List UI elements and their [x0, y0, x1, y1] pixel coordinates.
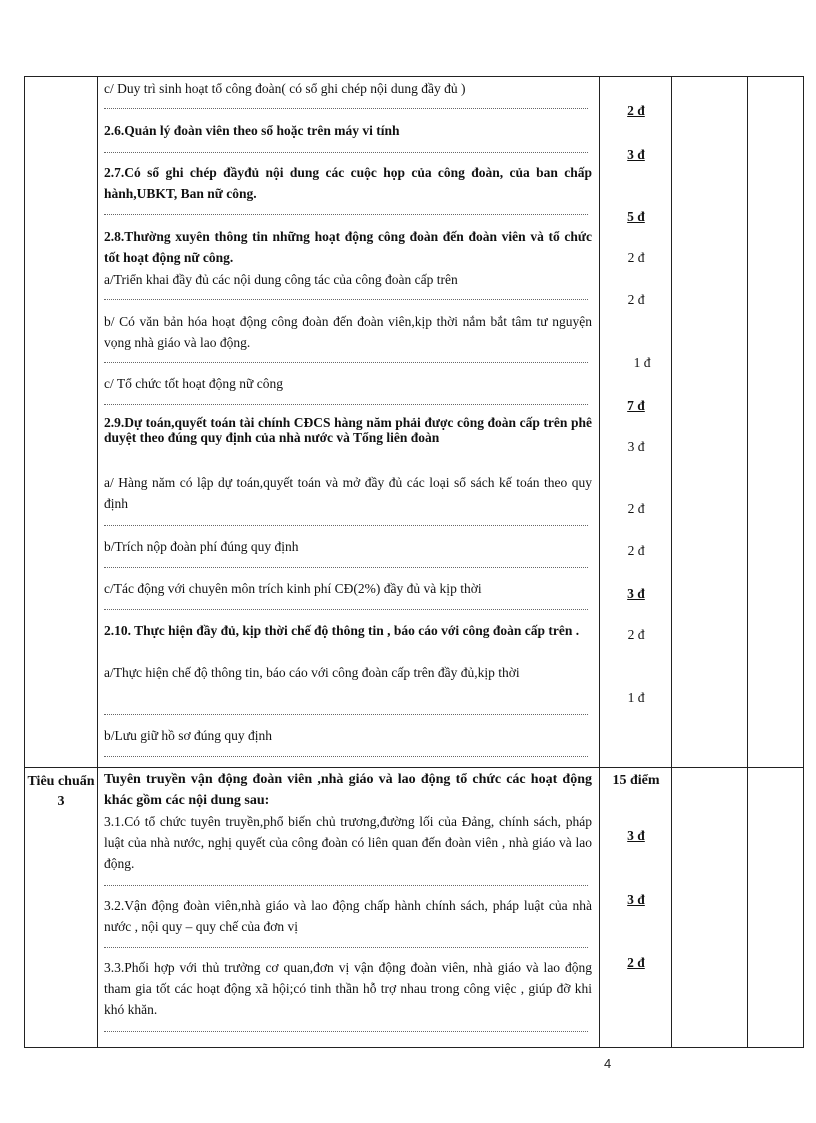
item-2-9-c: c/Tác động với chuyên môn trích kinh phí CĐ(2%) đầy đủ và kịp thời [104, 581, 482, 596]
dotted-divider [104, 214, 588, 215]
score-2-8-c: 1 đ [633, 355, 651, 370]
item-2-10: 2.10. Thực hiện đầy đủ, kịp thời chế độ thông tin , báo cáo với công đoàn cấp trên . [104, 623, 580, 638]
table-row [25, 768, 804, 1048]
dotted-divider [104, 404, 588, 405]
criterion-label-cell [25, 77, 98, 768]
score-2-10-a: 2 đ [627, 627, 645, 642]
dotted-divider [104, 108, 588, 109]
score-3-2: 3 đ [627, 892, 645, 907]
score-2-10: 3 đ [627, 586, 645, 601]
item-2-8-c: c/ Tổ chức tốt hoạt động nữ công [104, 376, 283, 391]
evaluation-table [24, 76, 804, 1048]
score-3-1: 3 đ [627, 828, 645, 843]
dotted-divider [104, 525, 588, 526]
empty-cell [748, 768, 804, 1048]
item-2-10-b: b/Lưu giữ hồ sơ đúng quy định [104, 728, 273, 743]
item-3-1: 3.1.Có tổ chức tuyên truyền,phổ biến chủ trương,đường lối của Đảng, chính sách, pháp luật của nhà nước, nghị quyết của công đoàn có liên quan đến đoàn viên , nhà giáo và lao động. [104, 814, 592, 871]
score-cell [600, 768, 672, 1048]
score-2-9-c: 2 đ [627, 543, 645, 558]
empty-cell [672, 768, 748, 1048]
item-2-7: 2.7.Có sổ ghi chép đầyđủ nội dung các cuộc họp của công đoàn, của ban chấp hành,UBKT, Ban nữ công. [104, 165, 592, 201]
score-2-9: 7 đ [627, 398, 645, 413]
item-2-8: 2.8.Thường xuyên thông tin những hoạt động công đoàn đến đoàn viên và tổ chức tốt hoạt động nữ công. [104, 229, 592, 265]
dotted-divider [104, 299, 588, 300]
criterion-label-cell [25, 768, 98, 1048]
item-2-9-a: a/ Hàng năm có lập dự toán,quyết toán và mở đầy đủ các loại sổ sách kế toán theo quy định [104, 475, 592, 511]
empty-cell [748, 77, 804, 768]
score-3-3: 2 đ [627, 955, 645, 970]
score-2-9-b: 2 đ [627, 501, 645, 516]
dotted-divider [104, 756, 588, 757]
criterion-3-title: Tuyên truyền vận động đoàn viên ,nhà giáo và lao động tổ chức các hoạt động khác gồm các nội dung sau: [104, 772, 592, 808]
page-number: 4 [604, 1056, 612, 1071]
item-c-union-group: c/ Duy trì sinh hoạt tổ công đoàn( có sổ ghi chép nội dung đầy đủ ) [104, 81, 466, 96]
dotted-divider [104, 714, 588, 715]
empty-cell [672, 77, 748, 768]
score-2-10-b: 1 đ [627, 690, 645, 705]
score-2-8-a: 2 đ [627, 250, 645, 265]
item-3-2: 3.2.Vận động đoàn viên,nhà giáo và lao động chấp hành chính sách, pháp luật của nhà nước , nội quy – quy chế của đơn vị [104, 898, 592, 934]
dotted-divider [104, 152, 588, 153]
dotted-divider [104, 885, 588, 886]
item-2-8-a: a/Triển khai đầy đủ các nội dung công tác của công đoàn cấp trên [104, 272, 458, 287]
score-2-8: 5 đ [627, 209, 645, 224]
dotted-divider [104, 947, 588, 948]
dotted-divider [104, 362, 588, 363]
dotted-divider [104, 567, 588, 568]
dotted-divider [104, 1031, 588, 1032]
item-2-6: 2.6.Quản lý đoàn viên theo sổ hoặc trên máy vi tính [104, 123, 400, 138]
content-cell [98, 768, 600, 1048]
item-3-3: 3.3.Phối hợp với thủ trưởng cơ quan,đơn vị vận động đoàn viên, nhà giáo và lao động tham gia tốt các hoạt động xã hội;có tinh thần hỗ trợ nhau trong công việc , giúp đỡ khi khó khăn. [104, 960, 592, 1017]
item-2-9-b: b/Trích nộp đoàn phí đúng quy định [104, 539, 299, 554]
item-2-8-b: b/ Có văn bản hóa hoạt động công đoàn đến đoàn viên,kịp thời nắm bắt tâm tư nguyện vọng nhà giáo và lao động. [104, 314, 592, 350]
score-criterion-3: 15 điểm [612, 773, 660, 788]
table-row [25, 77, 804, 768]
score-cell [600, 77, 672, 768]
content-cell [98, 77, 600, 768]
dotted-divider [104, 609, 588, 610]
item-2-9: 2.9.Dự toán,quyết toán tài chính CĐCS hàng năm phải được công đoàn cấp trên phê duyệt theo đúng quy định của nhà nước và Tổng liên đoàn [104, 415, 592, 445]
item-2-10-a: a/Thực hiện chế độ thông tin, báo cáo với công đoàn cấp trên đầy đủ,kịp thời [104, 665, 520, 680]
score-2-9-a: 3 đ [627, 439, 645, 454]
score-2-7: 3 đ [627, 147, 645, 162]
score-2-6: 2 đ [627, 103, 645, 118]
score-2-8-b: 2 đ [627, 292, 645, 307]
criterion-3-label: Tiêu chuẩn 3 [27, 774, 95, 809]
